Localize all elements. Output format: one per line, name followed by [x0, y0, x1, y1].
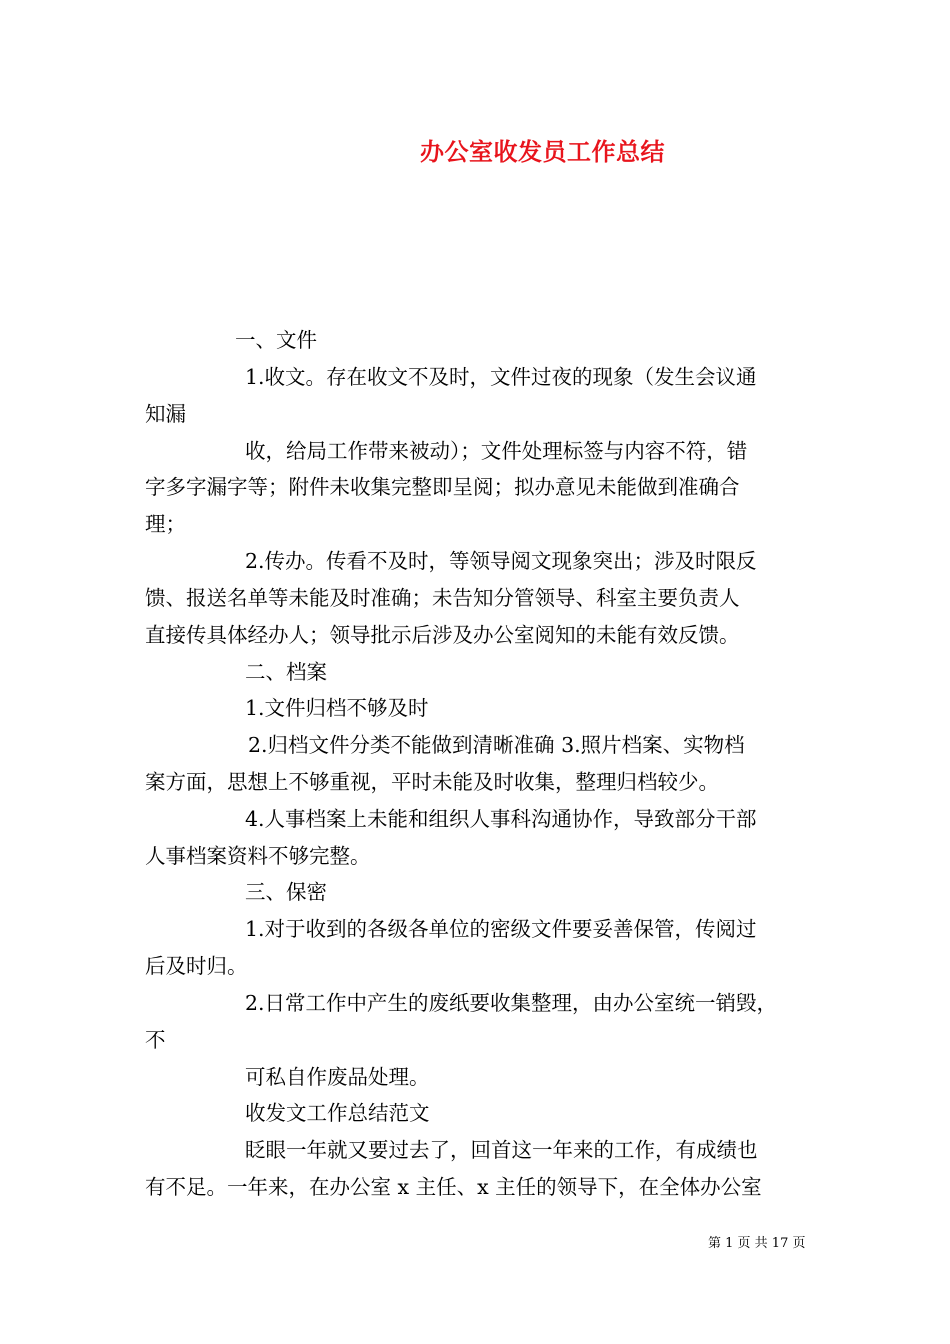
- page-number: 第 1 页 共 17 页: [708, 1236, 806, 1251]
- body-line: 案方面，思想上不够重视，平时未能及时收集，整理归档较少。: [145, 770, 719, 794]
- body-line: 馈、报送名单等未能及时准确；未告知分管领导、科室主要负责人: [145, 586, 740, 610]
- body-line: 人事档案资料不够完整。: [145, 844, 371, 868]
- body-line: 4.人事档案上未能和组织人事科沟通协作，导致部分干部: [245, 807, 757, 831]
- body-line: 不: [145, 1028, 166, 1052]
- body-line: 三、保密: [245, 880, 327, 904]
- body-line: 可私自作废品处理。: [245, 1065, 430, 1089]
- body-line: 2.归档文件分类不能做到清晰准确 3.照片档案、实物档: [248, 733, 745, 757]
- body-line: 2.传办。传看不及时，等领导阅文现象突出；涉及时限反: [245, 549, 757, 573]
- body-line: 二、档案: [245, 660, 327, 684]
- body-line: 收发文工作总结范文: [245, 1101, 430, 1125]
- body-line: 知漏: [145, 402, 186, 426]
- body-line: 1.收文。存在收文不及时，文件过夜的现象（发生会议通: [245, 365, 757, 389]
- body-line: 1.对于收到的各级各单位的密级文件要妥善保管，传阅过: [245, 917, 757, 941]
- body-line: 有不足。一年来，在办公室 x 主任、x 主任的领导下，在全体办公室: [145, 1175, 762, 1199]
- body-line: 直接传具体经办人；领导批示后涉及办公室阅知的未能有效反馈。: [145, 623, 740, 647]
- body-line: 一、文件: [235, 328, 317, 352]
- body-line: 收，给局工作带来被动）；文件处理标签与内容不符，错: [245, 439, 748, 463]
- body-line: 2.日常工作中产生的废纸要收集整理，由办公室统一销毁，: [245, 991, 778, 1015]
- body-line: 1.文件归档不够及时: [245, 696, 429, 720]
- body-line: 理；: [145, 512, 186, 536]
- document-title: 办公室收发员工作总结: [420, 137, 665, 166]
- body-line: 字多字漏字等；附件未收集完整即呈阅；拟办意见未能做到准确合: [145, 475, 740, 499]
- body-line: 眨眼一年就又要过去了，回首这一年来的工作，有成绩也: [245, 1138, 758, 1162]
- body-line: 后及时归。: [145, 954, 248, 978]
